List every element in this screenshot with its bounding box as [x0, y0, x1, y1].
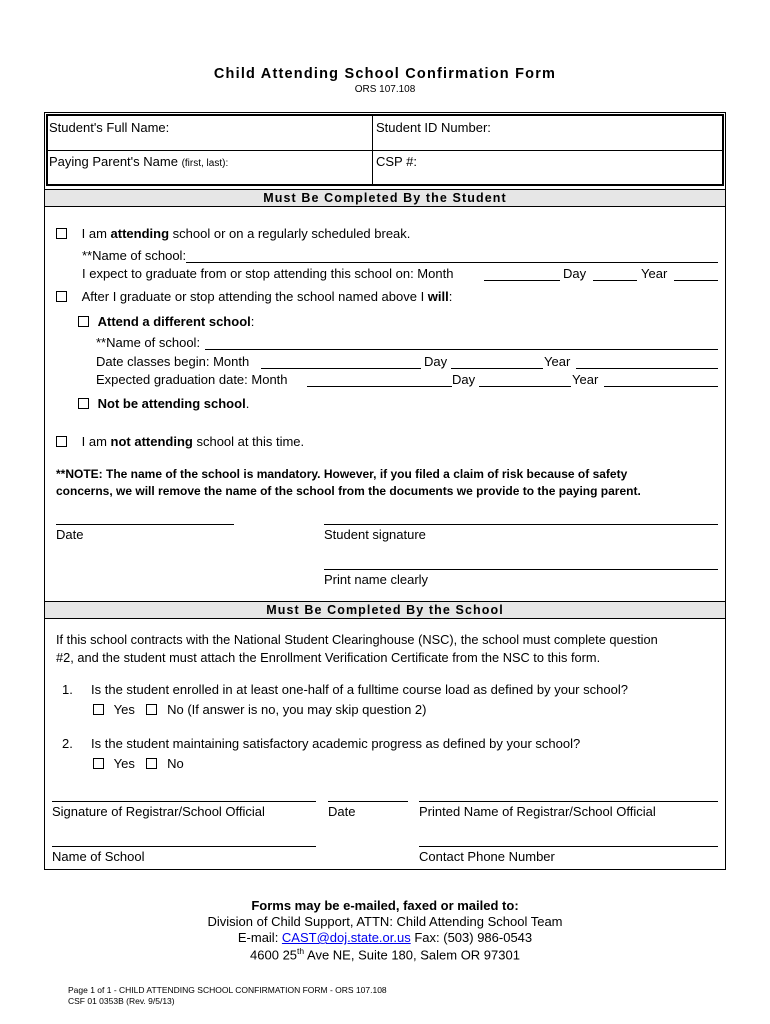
contact-phone-line[interactable]	[419, 846, 718, 847]
address-post: Ave NE, Suite 180, Salem OR 97301	[304, 947, 520, 963]
will-bold: will	[427, 289, 449, 304]
address-sup: th	[297, 946, 305, 956]
footer-heading: Forms may be e-mailed, faxed or mailed to:	[251, 898, 519, 913]
attending-bold: attending	[110, 226, 170, 241]
name-of-school2-label: **Name of school:	[96, 335, 201, 350]
csp-field[interactable]: CSP #:	[376, 154, 417, 169]
print-name-line[interactable]	[324, 569, 718, 570]
school-section-header: Must Be Completed By the School	[45, 601, 725, 619]
form-id: CSF 01 0353B (Rev. 9/5/13)	[68, 996, 175, 1006]
exp-grad-month-line[interactable]	[307, 386, 452, 387]
question-1-number: 1.	[62, 682, 73, 697]
not-attending-option	[56, 434, 304, 449]
will-checkbox[interactable]	[56, 291, 67, 302]
question-1-text: Is the student enrolled in at least one-half of a fulltime course load as defined by your school?	[91, 682, 628, 697]
not-attending-bold: not attending	[110, 434, 193, 449]
will-post: :	[448, 289, 453, 304]
date-classes-begin-label: Date classes begin: Month	[96, 354, 250, 369]
grad-day-label: Day	[563, 266, 587, 281]
page-subtitle: ORS 107.108	[354, 84, 416, 95]
registrar-signature-line[interactable]	[52, 801, 316, 802]
name-of-school-line[interactable]	[186, 262, 718, 263]
different-school-post: :	[250, 314, 255, 329]
q1-no-label: No (If answer is no, you may skip question 2)	[167, 702, 427, 717]
will-option	[56, 289, 452, 304]
parent-name-hint: (first, last):	[181, 158, 229, 169]
q2-no-label: No	[167, 756, 184, 771]
print-name-label: Print name clearly	[324, 572, 429, 587]
email-label: E-mail:	[237, 930, 282, 945]
q2-no-checkbox[interactable]	[146, 758, 157, 769]
name-of-school-official-line[interactable]	[52, 846, 316, 847]
q1-yes-checkbox[interactable]	[93, 704, 104, 715]
grad-month-line[interactable]	[484, 280, 560, 281]
begin-day-label: Day	[424, 354, 448, 369]
page-title: Child Attending School Confirmation Form	[213, 66, 557, 82]
identification-box	[46, 114, 724, 186]
school-date-line[interactable]	[328, 801, 408, 802]
question-2-answers	[93, 756, 184, 771]
school-intro-line-2: #2, and the student must attach the Enrollment Verification Certificate from the NSC to this form.	[56, 650, 601, 665]
printed-name-label: Printed Name of Registrar/School Official	[419, 804, 656, 819]
not-attending-pre: I am	[81, 434, 111, 449]
note-line-1: **NOTE: The name of the school is mandatory. However, if you filed a claim of risk because of safety	[56, 467, 628, 481]
exp-grad-day-line[interactable]	[479, 386, 571, 387]
attending-checkbox[interactable]	[56, 228, 67, 239]
begin-year-label: Year	[544, 354, 571, 369]
student-signature-line[interactable]	[324, 524, 718, 525]
student-name-field[interactable]: Student's Full Name:	[49, 120, 170, 135]
footer-division: Division of Child Support, ATTN: Child Attending School Team	[207, 914, 563, 929]
attending-post: school or on a regularly scheduled break.	[169, 226, 411, 241]
will-pre: After I graduate or stop attending the school named above I	[81, 289, 428, 304]
expected-graduation-label: Expected graduation date: Month	[96, 372, 288, 387]
not-attending-post: school at this time.	[192, 434, 305, 449]
student-id-field[interactable]: Student ID Number:	[376, 120, 491, 135]
footer-contact	[0, 930, 770, 945]
identification-divider	[372, 116, 373, 184]
not-attending-school-checkbox[interactable]	[78, 398, 89, 409]
grad-year-label: Year	[641, 266, 668, 281]
name-of-school-label: **Name of school:	[82, 248, 187, 263]
exp-grad-year-label: Year	[572, 372, 599, 387]
exp-grad-day-label: Day	[452, 372, 476, 387]
student-section-header: Must Be Completed By the Student	[45, 189, 725, 207]
question-2-number: 2.	[62, 736, 73, 751]
not-attending-school-bold: Not be attending school	[97, 396, 246, 411]
school-intro	[56, 631, 726, 667]
name-of-school-official-label: Name of School	[52, 849, 145, 864]
grad-day-line[interactable]	[593, 280, 637, 281]
name-of-school2-line[interactable]	[205, 349, 718, 350]
student-signature-label: Student signature	[324, 527, 426, 542]
begin-month-line[interactable]	[261, 368, 421, 369]
grad-year-line[interactable]	[674, 280, 718, 281]
registrar-signature-label: Signature of Registrar/School Official	[52, 804, 265, 819]
q1-yes-label: Yes	[113, 702, 135, 717]
attending-pre: I am	[81, 226, 111, 241]
different-school-checkbox[interactable]	[78, 316, 89, 327]
fax-text: Fax: (503) 986-0543	[410, 930, 533, 945]
email-link[interactable]: CAST@doj.state.or.us	[281, 930, 411, 945]
begin-day-line[interactable]	[451, 368, 543, 369]
page-info: Page 1 of 1 - CHILD ATTENDING SCHOOL CONFIRMATION FORM - ORS 107.108	[68, 985, 387, 995]
different-school-option	[78, 314, 254, 329]
school-date-label: Date	[328, 804, 356, 819]
not-attending-school-option	[78, 396, 249, 411]
parent-name-field[interactable]	[49, 154, 228, 169]
not-attending-school-post: .	[245, 396, 250, 411]
not-attending-checkbox[interactable]	[56, 436, 67, 447]
q1-no-checkbox[interactable]	[146, 704, 157, 715]
parent-name-label: Paying Parent's Name	[49, 154, 178, 169]
q2-yes-checkbox[interactable]	[93, 758, 104, 769]
different-school-bold: Attend a different school	[97, 314, 251, 329]
footer-address	[0, 946, 770, 962]
q2-yes-label: Yes	[113, 756, 135, 771]
exp-grad-year-line[interactable]	[604, 386, 718, 387]
note-line-2: concerns, we will remove the name of the school from the documents we provide to the paying parent.	[56, 484, 641, 498]
question-2-text: Is the student maintaining satisfactory academic progress as defined by your school?	[91, 736, 581, 751]
begin-year-line[interactable]	[576, 368, 718, 369]
printed-name-line[interactable]	[419, 801, 718, 802]
school-intro-line-1: If this school contracts with the National Student Clearinghouse (NSC), the school must complete question	[56, 632, 658, 647]
expect-graduate-label: I expect to graduate from or stop attending this school on: Month	[82, 266, 454, 281]
address-pre: 4600 25	[250, 947, 298, 963]
contact-phone-label: Contact Phone Number	[419, 849, 555, 864]
question-1-answers	[93, 702, 426, 717]
student-date-label: Date	[56, 527, 84, 542]
student-date-line[interactable]	[56, 524, 234, 525]
attending-option	[56, 226, 410, 241]
